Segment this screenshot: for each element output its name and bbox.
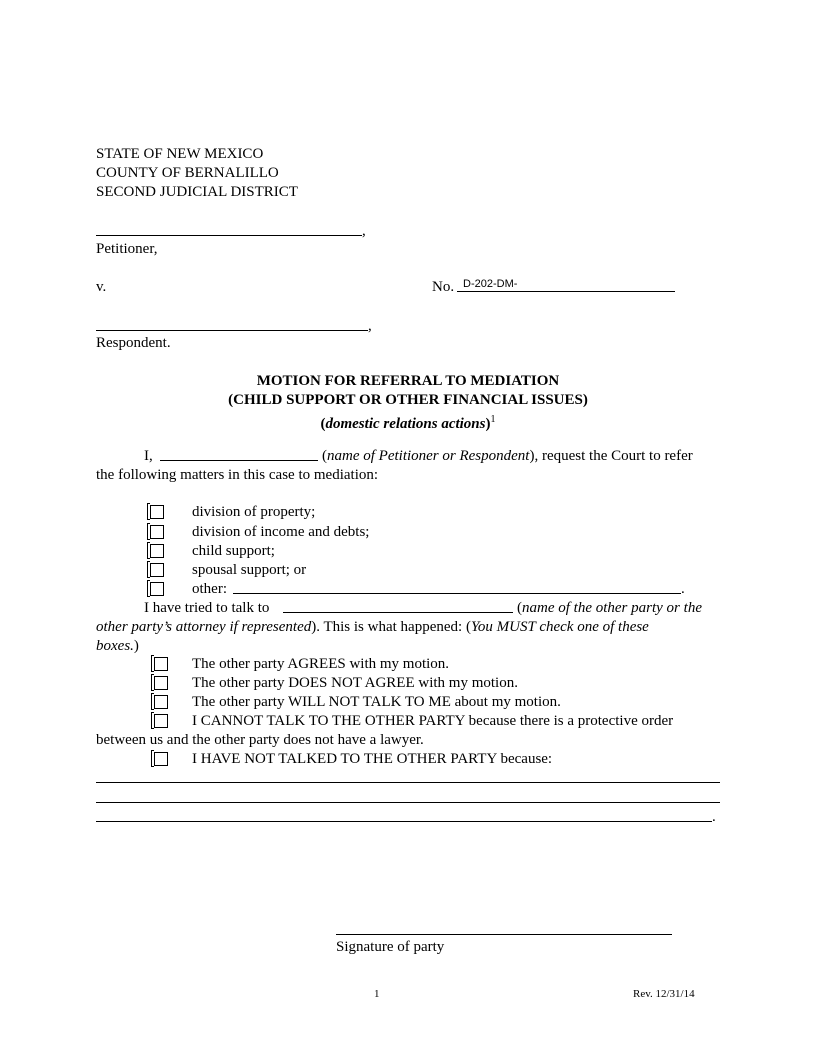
checkbox-agrees[interactable] xyxy=(154,657,168,671)
request-I: I, xyxy=(144,448,153,464)
requester-name-line[interactable] xyxy=(160,460,318,461)
request-hint: (name of Petitioner or Respondent), request the Court to refer xyxy=(322,448,693,464)
reason-line-2[interactable] xyxy=(96,802,720,803)
state-heading: STATE OF NEW MEXICO xyxy=(96,146,264,162)
matter-label: division of property; xyxy=(192,504,316,520)
talk-hint: (name of the other party or the xyxy=(517,600,702,616)
other-party-name-line[interactable] xyxy=(283,612,513,613)
reason-line-1[interactable] xyxy=(96,782,720,783)
petitioner-label: Petitioner, xyxy=(96,241,158,257)
checkbox-does-not-agree[interactable] xyxy=(154,676,168,690)
protective-order-continuation: between us and the other party does not have a lawyer. xyxy=(96,732,424,748)
signature-line[interactable] xyxy=(336,934,672,935)
talk-line-2: other party’s attorney if represented). This is what happened: (You MUST check one of these xyxy=(96,619,649,635)
response-label: The other party WILL NOT TALK TO ME about my motion. xyxy=(192,694,561,710)
district-heading: SECOND JUDICIAL DISTRICT xyxy=(96,184,298,200)
checkbox-spousal-support[interactable] xyxy=(150,563,164,577)
response-label: The other party AGREES with my motion. xyxy=(192,656,450,672)
checkbox-will-not-talk[interactable] xyxy=(154,695,168,709)
checkbox-division-of-property[interactable] xyxy=(150,505,164,519)
not-talked-label: I HAVE NOT TALKED TO THE OTHER PARTY because: xyxy=(192,751,553,767)
checkbox-division-of-income[interactable] xyxy=(150,525,164,539)
talk-intro: I have tried to talk to xyxy=(144,600,270,616)
checkbox-child-support[interactable] xyxy=(150,544,164,558)
case-number-line[interactable] xyxy=(457,291,675,292)
case-number-value: D-202-DM- xyxy=(463,278,518,290)
checkbox-not-talked[interactable] xyxy=(154,752,168,766)
checkbox-other[interactable] xyxy=(150,582,164,596)
reason-end-period: . xyxy=(712,809,716,825)
matter-label: other: xyxy=(192,581,227,597)
petitioner-name-line[interactable] xyxy=(96,235,362,236)
versus-label: v. xyxy=(96,279,107,295)
talk-line-3: boxes.) xyxy=(96,638,139,654)
checkbox-protective-order[interactable] xyxy=(154,714,168,728)
page-number: 1 xyxy=(374,988,380,1000)
respondent-name-line[interactable] xyxy=(96,330,368,331)
matter-label: spousal support; or xyxy=(192,562,307,578)
request-line-2: the following matters in this case to mediation: xyxy=(96,467,379,483)
motion-subtitle: (CHILD SUPPORT OR OTHER FINANCIAL ISSUES) xyxy=(228,392,588,408)
revision-date: Rev. 12/31/14 xyxy=(633,988,695,1000)
matter-label: division of income and debts; xyxy=(192,524,370,540)
respondent-comma: , xyxy=(368,318,372,334)
other-matter-line[interactable] xyxy=(233,593,681,594)
response-label: I CANNOT TALK TO THE OTHER PARTY because there is a protective order xyxy=(192,713,674,729)
petitioner-comma: , xyxy=(362,223,366,239)
case-number-label: No. xyxy=(432,279,455,295)
other-end-period: . xyxy=(681,581,685,597)
footnote-mark: 1 xyxy=(490,414,496,425)
motion-title: MOTION FOR REFERRAL TO MEDIATION xyxy=(256,373,560,389)
county-heading: COUNTY OF BERNALILLO xyxy=(96,165,279,181)
respondent-label: Respondent. xyxy=(96,335,171,351)
reason-line-3[interactable] xyxy=(96,821,712,822)
matter-label: child support; xyxy=(192,543,275,559)
response-label: The other party DOES NOT AGREE with my motion. xyxy=(192,675,518,691)
motion-case-type: (domestic relations actions)$^1$ xyxy=(320,414,496,432)
signature-label: Signature of party xyxy=(336,939,445,955)
